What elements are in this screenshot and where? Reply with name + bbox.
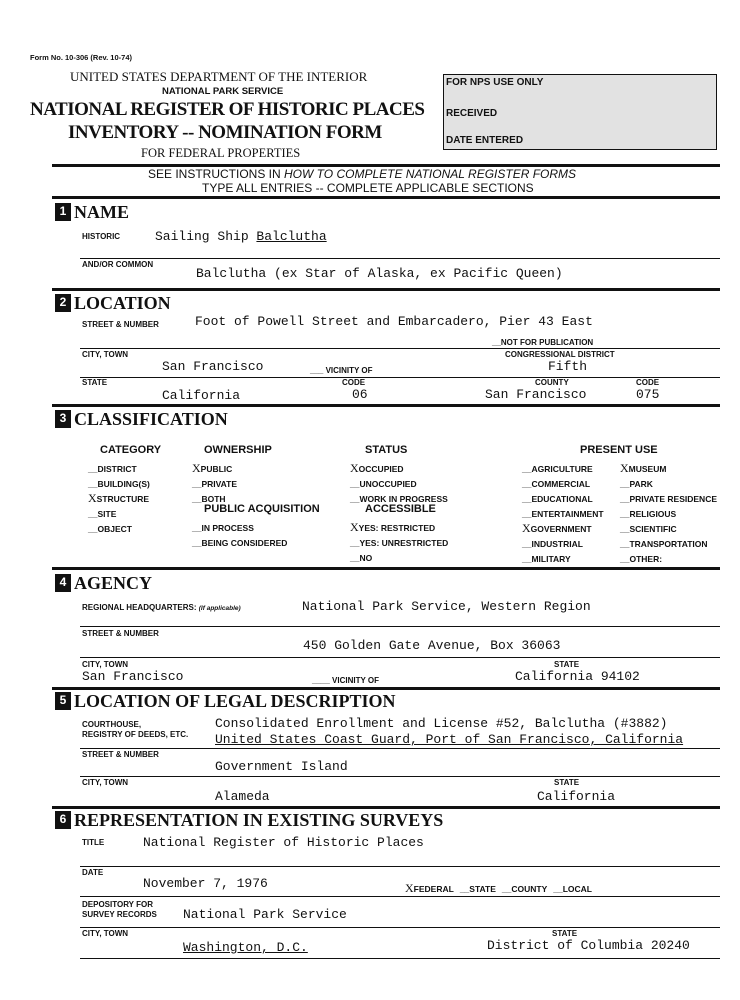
check-mark: __ bbox=[501, 884, 512, 894]
check-mark: __ bbox=[522, 539, 532, 549]
rule bbox=[80, 348, 720, 349]
city-label: CITY, TOWN bbox=[82, 778, 129, 787]
not-for-publication[interactable]: __NOT FOR PUBLICATION bbox=[492, 338, 594, 347]
checkbox-label: ENTERTAINMENT bbox=[531, 509, 604, 519]
checkbox-label: BEING CONSIDERED bbox=[201, 538, 288, 548]
form-subtitle: FOR FEDERAL PROPERTIES bbox=[141, 146, 301, 160]
checkbox-label: BUILDING(S) bbox=[97, 479, 150, 489]
checkbox-label: OBJECT bbox=[97, 524, 132, 534]
check-mark: __ bbox=[350, 553, 360, 563]
department: UNITED STATES DEPARTMENT OF THE INTERIOR bbox=[70, 69, 368, 84]
checkbox-both[interactable] bbox=[192, 489, 226, 507]
level-state[interactable] bbox=[460, 879, 496, 897]
depository-label: DEPOSITORY FOR bbox=[82, 900, 153, 909]
form-title-2: INVENTORY -- NOMINATION FORM bbox=[68, 122, 382, 143]
check-mark: X bbox=[405, 881, 414, 895]
accessible-heading: ACCESSIBLE bbox=[365, 503, 436, 515]
state-value: California 94102 bbox=[515, 669, 640, 684]
section-legal-description-heading: 5 LOCATION OF LEGAL DESCRIPTION bbox=[55, 691, 396, 712]
ownership-heading: OWNERSHIP bbox=[204, 444, 272, 456]
courthouse-value-1: Consolidated Enrollment and License #52, Balclutha (#3882) bbox=[215, 716, 668, 731]
level-federal[interactable] bbox=[405, 879, 454, 897]
section-location-heading: 2 LOCATION bbox=[55, 293, 171, 314]
checkbox-label: OCCUPIED bbox=[358, 464, 404, 474]
level-label: STATE bbox=[469, 884, 496, 894]
city-label: CITY, TOWN bbox=[82, 660, 129, 669]
checkbox-label: PARK bbox=[629, 479, 653, 489]
state-label: STATE bbox=[82, 378, 108, 387]
check-mark: __ bbox=[192, 538, 202, 548]
divider bbox=[52, 196, 720, 199]
check-mark: __ bbox=[522, 479, 532, 489]
common-value: Balclutha (ex Star of Alaska, ex Pacific Queen) bbox=[196, 266, 563, 281]
checkbox-label: WORK IN PROGRESS bbox=[359, 494, 448, 504]
nps-use-box bbox=[443, 74, 717, 150]
city-label: CITY, TOWN bbox=[82, 929, 129, 938]
checkbox-label: AGRICULTURE bbox=[531, 464, 593, 474]
level-county[interactable] bbox=[502, 879, 547, 897]
section-classification-heading: 3 CLASSIFICATION bbox=[55, 409, 228, 430]
section-surveys-heading: 6 REPRESENTATION IN EXISTING SURVEYS bbox=[55, 810, 443, 831]
city-value: San Francisco bbox=[162, 359, 264, 374]
state-value: California bbox=[537, 789, 616, 804]
received-label: RECEIVED bbox=[446, 108, 498, 119]
rule bbox=[80, 748, 720, 749]
checkbox-work-in-progress[interactable] bbox=[350, 489, 448, 507]
survey-records-label: SURVEY RECORDS bbox=[82, 910, 157, 919]
check-mark: __ bbox=[88, 509, 98, 519]
checkbox-label: EDUCATIONAL bbox=[531, 494, 593, 504]
level-label: LOCAL bbox=[562, 884, 592, 894]
section-agency-heading: 4 AGENCY bbox=[55, 573, 152, 594]
category-heading: CATEGORY bbox=[100, 444, 162, 456]
vicinity-of[interactable]: ___ VICINITY OF bbox=[310, 366, 373, 375]
checkbox-label: UNOCCUPIED bbox=[359, 479, 417, 489]
check-mark: __ bbox=[522, 494, 532, 504]
state-value: District of Columbia 20240 bbox=[487, 938, 690, 953]
checkbox-label: OTHER: bbox=[629, 554, 663, 564]
check-mark: __ bbox=[620, 509, 630, 519]
check-mark: __ bbox=[620, 554, 630, 564]
check-mark: __ bbox=[620, 524, 630, 534]
check-mark: X bbox=[522, 521, 531, 535]
check-mark: X bbox=[192, 461, 201, 475]
street-label: STREET & NUMBER bbox=[82, 750, 159, 759]
checkbox-other[interactable] bbox=[620, 549, 662, 567]
checkbox-label: NO bbox=[359, 553, 373, 563]
state-label: STATE bbox=[554, 778, 580, 787]
checkbox-label: RELIGIOUS bbox=[629, 509, 677, 519]
form-title: NATIONAL REGISTER OF HISTORIC PLACES bbox=[30, 99, 425, 120]
checkbox-label: SCIENTIFIC bbox=[629, 524, 677, 534]
check-mark: __ bbox=[192, 479, 202, 489]
divider bbox=[52, 567, 720, 570]
checkbox-label: PUBLIC bbox=[200, 464, 233, 474]
checkbox-label: MUSEUM bbox=[628, 464, 667, 474]
title-label: TITLE bbox=[82, 838, 105, 847]
checkbox-label: COMMERCIAL bbox=[531, 479, 591, 489]
check-mark: __ bbox=[192, 494, 202, 504]
checkbox-military[interactable] bbox=[522, 549, 571, 567]
nps-use-label: FOR NPS USE ONLY bbox=[446, 77, 544, 88]
street-value: Government Island bbox=[215, 759, 348, 774]
section-name-heading: 1 NAME bbox=[55, 202, 129, 223]
checkbox-no[interactable] bbox=[350, 548, 372, 566]
rule bbox=[80, 927, 720, 928]
rule bbox=[80, 866, 720, 867]
depository-value: National Park Service bbox=[183, 907, 347, 922]
check-mark: __ bbox=[553, 884, 563, 894]
county-code-label: CODE bbox=[636, 378, 660, 387]
courthouse-value-2: United States Coast Guard, Port of San Francisco, California bbox=[215, 732, 684, 747]
level-label: COUNTY bbox=[511, 884, 548, 894]
city-label: CITY, TOWN bbox=[82, 350, 129, 359]
rule bbox=[80, 626, 720, 627]
congressional-district-value: Fifth bbox=[548, 359, 588, 374]
check-mark: __ bbox=[350, 494, 360, 504]
code-label: CODE bbox=[342, 378, 366, 387]
checkbox-label: IN PROCESS bbox=[201, 523, 254, 533]
public-acquisition-heading: PUBLIC ACQUISITION bbox=[204, 503, 320, 515]
checkbox-label: TRANSPORTATION bbox=[629, 539, 708, 549]
county-value: San Francisco bbox=[485, 387, 587, 402]
checkbox-label: DISTRICT bbox=[97, 464, 137, 474]
check-mark: __ bbox=[459, 884, 470, 894]
check-mark: __ bbox=[620, 539, 630, 549]
street-value: Foot of Powell Street and Embarcadero, Pier 43 East bbox=[195, 314, 593, 329]
survey-level bbox=[405, 879, 592, 897]
checkbox-label: PRIVATE bbox=[201, 479, 238, 489]
checkbox-being-considered[interactable] bbox=[192, 533, 287, 551]
hq-label: REGIONAL HEADQUARTERS: (If applicable) bbox=[82, 603, 241, 612]
checkbox-label: STRUCTURE bbox=[96, 494, 150, 504]
check-mark: __ bbox=[620, 479, 630, 489]
check-mark: __ bbox=[620, 494, 630, 504]
check-mark: __ bbox=[522, 509, 532, 519]
city-value: Washington, D.C. bbox=[183, 940, 308, 955]
check-mark: X bbox=[350, 461, 359, 475]
date-entered-label: DATE ENTERED bbox=[446, 135, 524, 146]
state-label: STATE bbox=[554, 660, 580, 669]
state-value: California bbox=[162, 388, 241, 403]
divider bbox=[52, 288, 720, 291]
street-label: STREET & NUMBER bbox=[82, 320, 159, 329]
check-mark: X bbox=[620, 461, 629, 475]
rule bbox=[80, 776, 720, 777]
rule bbox=[80, 377, 720, 378]
check-mark: X bbox=[88, 491, 97, 505]
title-value: National Register of Historic Places bbox=[143, 835, 424, 850]
checkbox-label: YES: UNRESTRICTED bbox=[359, 538, 449, 548]
congressional-district-label: CONGRESSIONAL DISTRICT bbox=[505, 350, 615, 359]
checkbox-label: YES: RESTRICTED bbox=[358, 523, 436, 533]
check-mark: __ bbox=[522, 464, 532, 474]
vicinity-of[interactable]: ____ VICINITY OF bbox=[312, 676, 379, 685]
checkbox-label: BOTH bbox=[201, 494, 226, 504]
rule bbox=[80, 657, 720, 658]
rule bbox=[80, 958, 720, 959]
form-number: Form No. 10-306 (Rev. 10-74) bbox=[30, 53, 132, 62]
code-value: 06 bbox=[352, 387, 368, 402]
checkbox-label: GOVERNMENT bbox=[530, 524, 592, 534]
checkbox-label: MILITARY bbox=[531, 554, 571, 564]
divider bbox=[52, 806, 720, 809]
county-label: COUNTY bbox=[535, 378, 569, 387]
city-value: Alameda bbox=[215, 789, 270, 804]
check-mark: __ bbox=[192, 523, 202, 533]
courthouse-label: COURTHOUSE, bbox=[82, 720, 142, 729]
historic-label: HISTORIC bbox=[82, 232, 121, 241]
historic-value: Sailing Ship Balclutha bbox=[155, 229, 327, 244]
instructions: SEE INSTRUCTIONS IN HOW TO COMPLETE NATIONAL REGISTER FORMS bbox=[148, 167, 577, 181]
present-use-heading: PRESENT USE bbox=[580, 444, 658, 456]
service: NATIONAL PARK SERVICE bbox=[162, 86, 284, 97]
state-label: STATE bbox=[552, 929, 578, 938]
street-label: STREET & NUMBER bbox=[82, 629, 159, 638]
level-local[interactable] bbox=[553, 879, 592, 897]
status-heading: STATUS bbox=[365, 444, 408, 456]
hq-value: National Park Service, Western Region bbox=[302, 599, 591, 614]
county-code-value: 075 bbox=[636, 387, 660, 402]
checkbox-label: SITE bbox=[97, 509, 117, 519]
check-mark: __ bbox=[88, 524, 98, 534]
street-value: 450 Golden Gate Avenue, Box 36063 bbox=[303, 638, 561, 653]
rule bbox=[80, 896, 720, 897]
divider bbox=[52, 404, 720, 407]
date-label: DATE bbox=[82, 868, 104, 877]
checkbox-label: INDUSTRIAL bbox=[531, 539, 583, 549]
check-mark: X bbox=[350, 520, 359, 534]
rule bbox=[80, 258, 720, 259]
check-mark: __ bbox=[350, 538, 360, 548]
checkbox-object[interactable] bbox=[88, 519, 132, 537]
common-label: AND/OR COMMON bbox=[82, 260, 154, 269]
checkbox-label: PRIVATE RESIDENCE bbox=[629, 494, 718, 504]
city-value: San Francisco bbox=[82, 669, 184, 684]
instructions-2: TYPE ALL ENTRIES -- COMPLETE APPLICABLE SECTIONS bbox=[202, 181, 534, 195]
date-value: November 7, 1976 bbox=[143, 876, 268, 891]
divider bbox=[52, 687, 720, 690]
check-mark: __ bbox=[350, 479, 360, 489]
check-mark: __ bbox=[88, 479, 98, 489]
check-mark: __ bbox=[88, 464, 98, 474]
registry-label: REGISTRY OF DEEDS, ETC. bbox=[82, 730, 189, 739]
level-label: FEDERAL bbox=[413, 884, 454, 894]
check-mark: __ bbox=[522, 554, 532, 564]
